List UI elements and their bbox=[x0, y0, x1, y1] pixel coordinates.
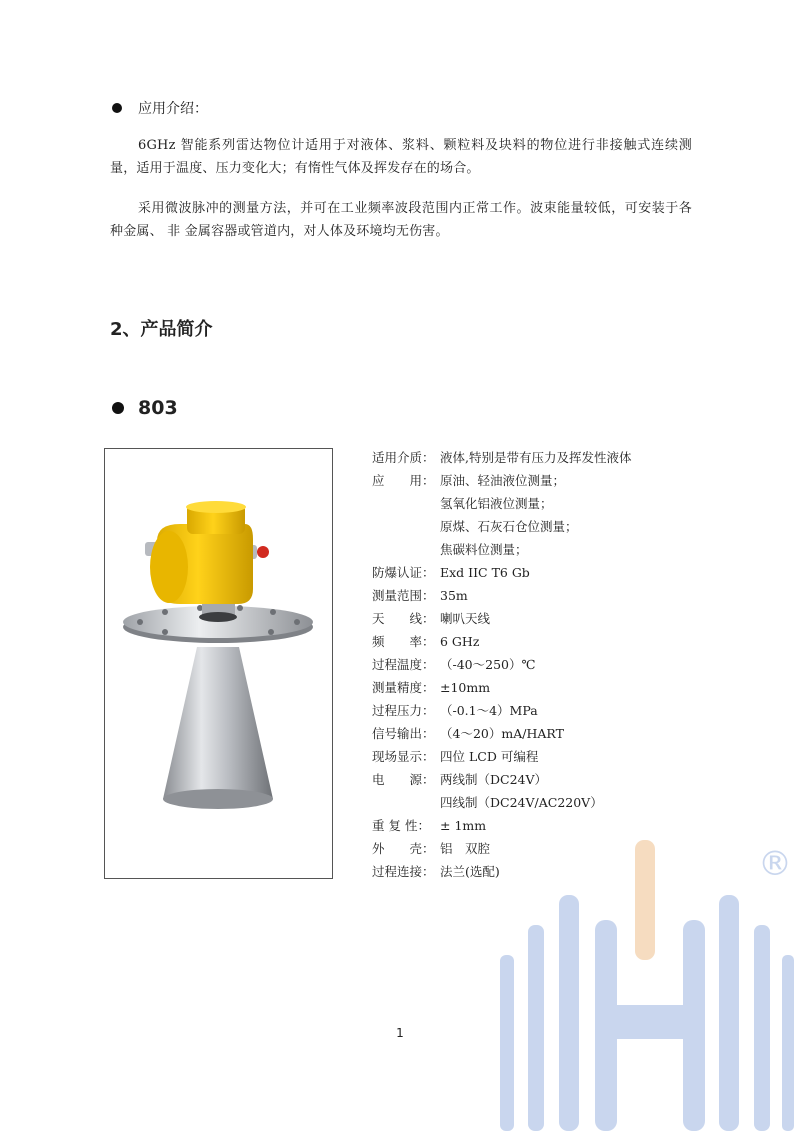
spec-label: 电 源： bbox=[372, 772, 435, 787]
spec-value: （-40～250）℃ bbox=[440, 657, 536, 672]
spec-row bbox=[372, 630, 631, 653]
section-title: 2、产品简介 bbox=[110, 319, 213, 340]
spec-row bbox=[372, 745, 631, 768]
spec-label bbox=[372, 538, 440, 561]
spec-value: （-0.1～4）MPa bbox=[440, 703, 538, 718]
spec-label: 频 率： bbox=[372, 634, 435, 649]
spec-row bbox=[372, 722, 631, 745]
spec-label: 信号输出： bbox=[372, 726, 435, 741]
spec-label: 天 线： bbox=[372, 611, 435, 626]
spec-value: 6 GHz bbox=[440, 634, 480, 649]
model-number: 803 bbox=[138, 397, 178, 419]
spec-value: 35m bbox=[440, 588, 468, 603]
page-number: 1 bbox=[396, 1026, 404, 1040]
intro-paragraph-1: 6GHz 智能系列雷达物位计适用于对液体、浆料、颗粒料及块料的物位进行非接触式连续测量，适用于温度、压力变化大；有惰性气体及挥发存在的场合。 bbox=[110, 138, 692, 176]
spec-label: 过程压力： bbox=[372, 703, 435, 718]
spec-row bbox=[372, 814, 631, 837]
spec-row bbox=[372, 515, 631, 538]
spec-value: 原煤、石灰石仓位测量； bbox=[440, 519, 578, 534]
spec-label bbox=[372, 492, 440, 515]
spec-value: （4～20）mA/HART bbox=[440, 726, 564, 741]
spec-value: 原油、轻油液位测量； bbox=[440, 473, 566, 488]
spec-label bbox=[372, 515, 440, 538]
spec-row bbox=[372, 561, 631, 584]
spec-label bbox=[372, 791, 440, 814]
spec-label: 重 复 性： bbox=[372, 818, 430, 833]
product-photo bbox=[104, 448, 333, 879]
spec-row bbox=[372, 791, 631, 814]
spec-row bbox=[372, 699, 631, 722]
intro-heading bbox=[112, 98, 208, 118]
spec-value: ± 1mm bbox=[440, 818, 487, 833]
spec-value: 两线制（DC24V） bbox=[440, 772, 548, 787]
spec-row bbox=[372, 676, 631, 699]
spec-value: 氢氧化铝液位测量； bbox=[440, 496, 553, 511]
spec-row bbox=[372, 469, 631, 492]
spec-row bbox=[372, 446, 631, 469]
spec-value: 四线制（DC24V/AC220V） bbox=[440, 795, 603, 810]
spec-row bbox=[372, 584, 631, 607]
registered-mark: ® bbox=[758, 844, 792, 884]
spec-row bbox=[372, 492, 631, 515]
spec-label: 应 用： bbox=[372, 473, 435, 488]
model-heading bbox=[112, 397, 178, 419]
spec-label: 现场显示： bbox=[372, 749, 435, 764]
spec-label: 测量精度： bbox=[372, 680, 435, 695]
spec-value: 四位 LCD 可编程 bbox=[440, 749, 539, 764]
spec-label: 防爆认证： bbox=[372, 565, 435, 580]
spec-row bbox=[372, 768, 631, 791]
spec-label: 测量范围： bbox=[372, 588, 435, 603]
spec-label: 外 壳： bbox=[372, 841, 435, 856]
spec-value: 焦碳料位测量； bbox=[440, 542, 528, 557]
brand-watermark-logo bbox=[495, 835, 800, 1131]
spec-list bbox=[372, 446, 631, 883]
spec-label: 过程温度： bbox=[372, 657, 435, 672]
bullet-icon bbox=[112, 103, 122, 113]
spec-row bbox=[372, 538, 631, 561]
spec-value: 铝 双腔 bbox=[440, 841, 491, 856]
spec-value: Exd IIC T6 Gb bbox=[440, 565, 530, 580]
bullet-icon bbox=[112, 402, 124, 414]
spec-row bbox=[372, 653, 631, 676]
intro-heading-text: 应用介绍： bbox=[138, 101, 208, 117]
spec-label: 过程连接： bbox=[372, 864, 435, 879]
spec-value: 法兰(选配) bbox=[440, 864, 500, 879]
radar-level-meter-image bbox=[105, 449, 332, 878]
spec-row bbox=[372, 607, 631, 630]
spec-value: ±10mm bbox=[440, 680, 491, 695]
spec-value: 液体,特别是带有压力及挥发性液体 bbox=[440, 450, 632, 465]
spec-label: 适用介质： bbox=[372, 450, 435, 465]
intro-paragraph-2: 采用微波脉冲的测量方法，并可在工业频率波段范围内正常工作。波束能量较低，可安装于各种金属、 非 金属容器或管道内，对人体及环境均无伤害。 bbox=[110, 201, 692, 239]
spec-value: 喇叭天线 bbox=[440, 611, 491, 626]
